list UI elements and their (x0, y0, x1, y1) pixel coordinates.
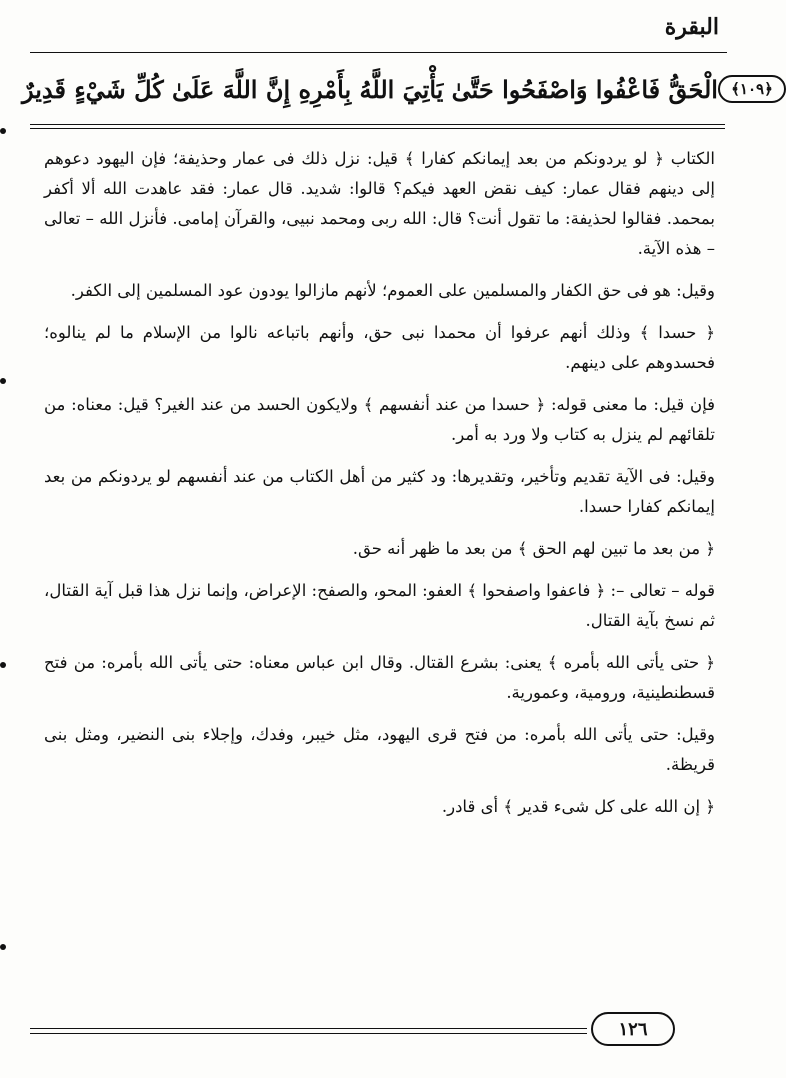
verse-number-marker: ﴿١٠٩﴾ (718, 75, 786, 103)
verse-rule-secondary (30, 128, 725, 129)
commentary-paragraph: وقيل: حتى يأتى الله بأمره: من فتح قرى اليهود، مثل خيبر، وفدك، وإجلاء بنى النضير، ومثل بنى قريظة. (44, 725, 715, 774)
page-edge-mark (0, 378, 6, 384)
commentary-paragraph: الكتاب ﴿ لو يردونكم من بعد إيمانكم كفارا ﴾ قيل: نزل ذلك فى عمار وحذيفة؛ فإن اليهود دعوهم إلى دينهم فقال عمار: كيف نقض العهد فيكم؟ قالوا: شديد. قال عمار: فقد عاهدت الله ألا أكفر بمحمد. فقالوا لحذيفة: ما تقول أنت؟ قال: الله ربى ومحمد نبيى، والقرآن إمامى. فأنزل الله – تعالى – هذه الآية. (44, 149, 715, 258)
page-edge-mark (0, 944, 6, 950)
page-edge-mark (0, 662, 6, 668)
commentary-paragraph: ﴿ حسدا ﴾ وذلك أنهم عرفوا أن محمدا نبى حق، وأنهم باتباعه نالوا من الإسلام ما لم ينالوه؛ فحسدوهم على دينهم. (44, 323, 715, 372)
commentary-paragraph: ﴿ إن الله على كل شىء قدير ﴾ أى قادر. (441, 797, 715, 816)
commentary-paragraph: ﴿ حتى يأتى الله بأمره ﴾ يعنى: بشرع القتال. وقال ابن عباس معناه: حتى يأتى الله بأمره: من فتح قسطنطينية، ورومية، وعمورية. (44, 653, 715, 702)
commentary-paragraph: فإن قيل: ما معنى قوله: ﴿ حسدا من عند أنفسهم ﴾ ولايكون الحسد من عند الغير؟ قيل: معناه: من تلقائهم لم ينزل به كتاب ولا ورد به أمر. (44, 395, 715, 444)
quran-verse-line (22, 64, 773, 114)
verse-text: الْحَقُّ فَاعْفُوا وَاصْفَحُوا حَتَّىٰ يَأْتِيَ اللَّهُ بِأَمْرِهِ إِنَّ اللَّهَ عَلَىٰ كُلِّ شَيْءٍ قَدِيرٌ (22, 74, 718, 104)
page-edge-mark (0, 128, 6, 134)
verse-rule (30, 124, 725, 125)
footer-rule (30, 1028, 587, 1029)
page-number: ١٢٦ (591, 1012, 675, 1046)
header-rule (30, 52, 727, 53)
commentary-paragraph: وقيل: فى الآية تقديم وتأخير، وتقديرها: ود كثير من أهل الكتاب من عند أنفسهم لو يردونكم من بعد إيمانكم كفارا حسدا. (44, 467, 715, 516)
footer-rule-secondary (30, 1033, 587, 1034)
commentary-paragraph: ﴿ من بعد ما تبين لهم الحق ﴾ من بعد ما ظهر أنه حق. (352, 539, 715, 558)
commentary-paragraph: وقيل: هو فى حق الكفار والمسلمين على العموم؛ لأنهم مازالوا يودون عود المسلمين إلى الكفر. (70, 281, 715, 300)
surah-title: البقرة (664, 14, 719, 40)
commentary-body (44, 144, 715, 834)
commentary-paragraph: قوله – تعالى –: ﴿ فاعفوا واصفحوا ﴾ العفو: المحو، والصفح: الإعراض، وإنما نزل هذا قبل آية القتال، ثم نسخ بآية القتال. (44, 581, 715, 630)
